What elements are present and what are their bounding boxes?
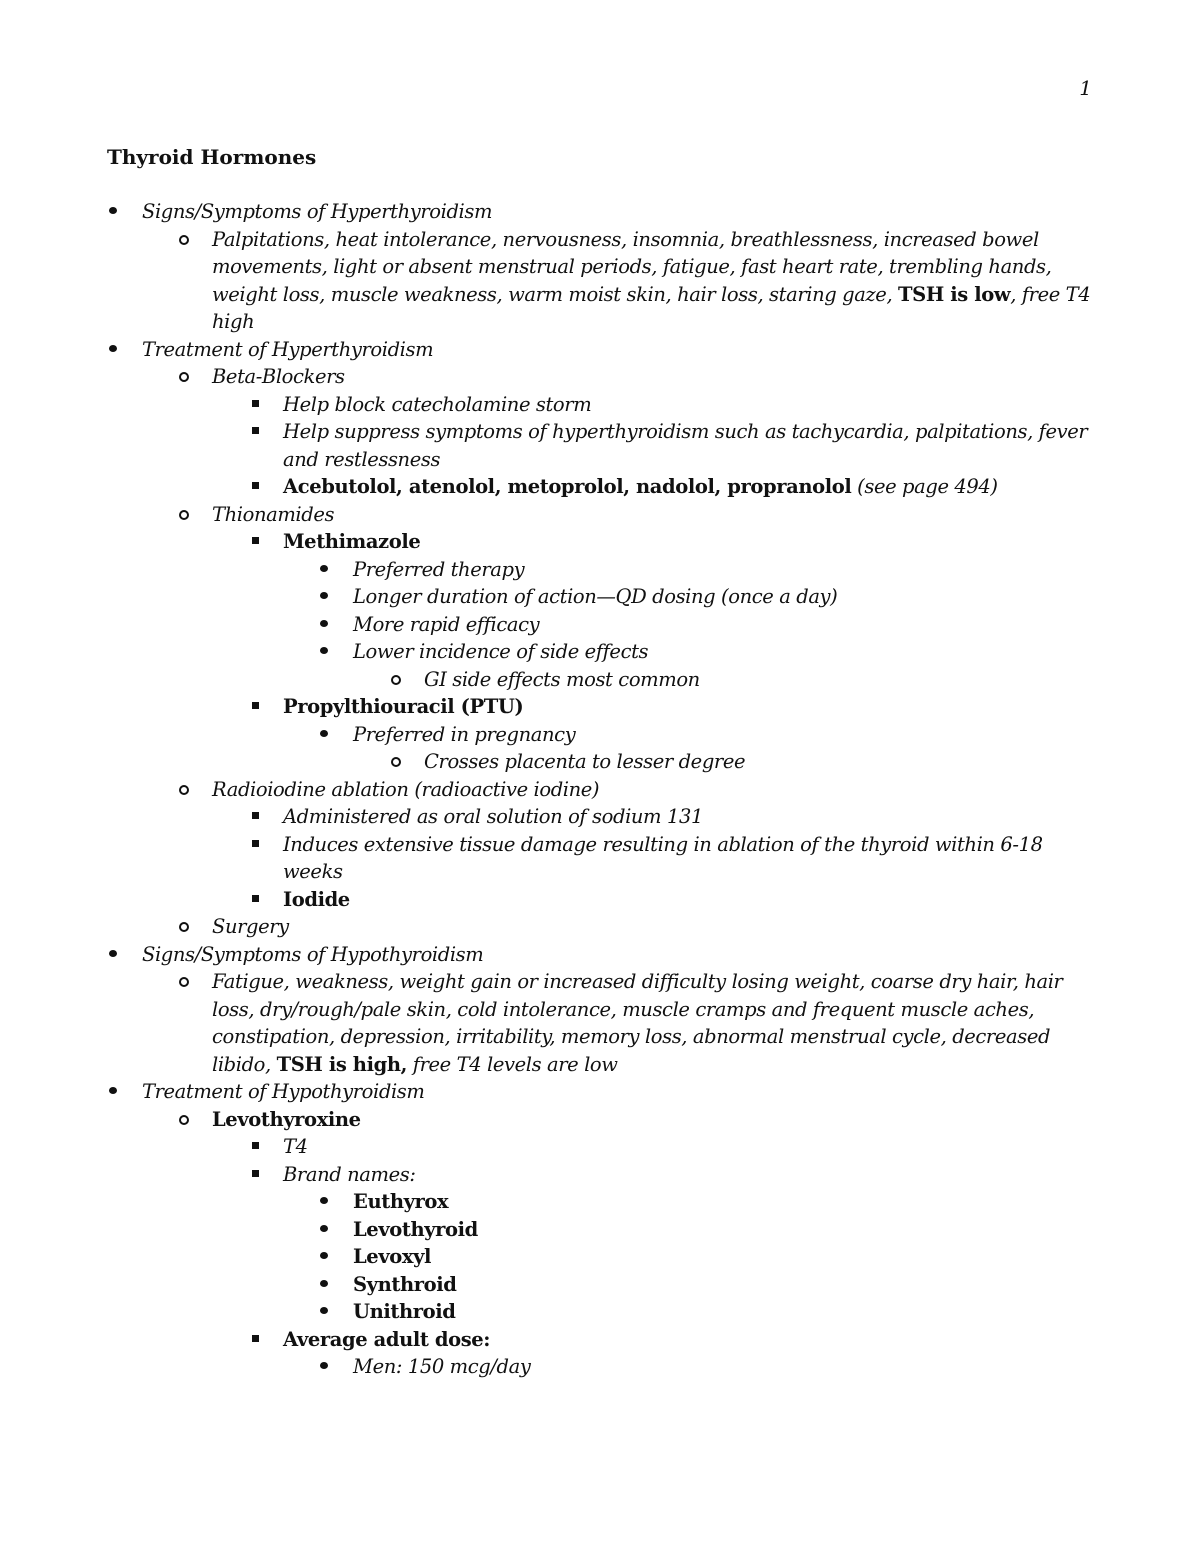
list-item: Longer duration of action—QD dosing (once a day) (0, 583, 1200, 611)
disc-bullet-icon (106, 941, 120, 969)
list-item: Synthroid (0, 1271, 1200, 1299)
list-item: Preferred in pregnancy (0, 721, 1200, 749)
disc-bullet-icon (317, 1188, 331, 1216)
list-item: Men: 150 mcg/day (0, 1353, 1200, 1381)
list-item: Signs/Symptoms of Hyperthyroidism (0, 198, 1200, 226)
list-item: Acebutolol, atenolol, metoprolol, nadolol, propranolol (see page 494) (0, 473, 1200, 501)
list-item: Crosses placenta to lesser degree (0, 748, 1200, 776)
list-item: Average adult dose: (0, 1326, 1200, 1354)
list-item: Treatment of Hyperthyroidism (0, 336, 1200, 364)
circle-bullet-icon (176, 501, 190, 529)
square-bullet-icon (248, 1161, 262, 1189)
square-bullet-icon (248, 473, 262, 501)
square-bullet-icon (248, 1326, 262, 1354)
circle-bullet-icon (176, 776, 190, 804)
disc-bullet-icon (106, 1078, 120, 1106)
circle-bullet-icon (388, 666, 402, 694)
list-item: Treatment of Hypothyroidism (0, 1078, 1200, 1106)
list-item: T4 (0, 1133, 1200, 1161)
list-item: Euthyrox (0, 1188, 1200, 1216)
disc-bullet-icon (317, 1243, 331, 1271)
list-item: More rapid efficacy (0, 611, 1200, 639)
list-item: Fatigue, weakness, weight gain or increased difficulty losing weight, coarse dry hair, hair loss, dry/rough/pale skin, cold intolerance, muscle cramps and frequent muscle aches, constipation, depression, irritability, memory loss, abnormal menstrual cycle, decreased libido, TSH is high, free T4 levels are low (0, 968, 1200, 1078)
list-item: Thionamides (0, 501, 1200, 529)
disc-bullet-icon (106, 336, 120, 364)
disc-bullet-icon (106, 198, 120, 226)
list-item: Propylthiouracil (PTU) (0, 693, 1200, 721)
circle-bullet-icon (176, 1106, 190, 1134)
square-bullet-icon (248, 1133, 262, 1161)
list-item: Unithroid (0, 1298, 1200, 1326)
square-bullet-icon (248, 886, 262, 914)
list-item: Levothyroid (0, 1216, 1200, 1244)
square-bullet-icon (248, 418, 262, 446)
list-item: Surgery (0, 913, 1200, 941)
list-item: Levothyroxine (0, 1106, 1200, 1134)
beta-blocker-drugs: Acebutolol, atenolol, metoprolol, nadolol, propranolol (283, 475, 852, 498)
square-bullet-icon (248, 693, 262, 721)
list-item: Help suppress symptoms of hyperthyroidism such as tachycardia, palpitations, fever and restlessness (0, 418, 1200, 473)
list-item: Palpitations, heat intolerance, nervousness, insomnia, breathlessness, increased bowel movements, light or absent menstrual periods, fatigue, fast heart rate, trembling hands, weight loss, muscle weakness, warm moist skin, hair loss, staring gaze, TSH is low, free T4 high (0, 226, 1200, 336)
circle-bullet-icon (176, 913, 190, 941)
document-title: Thyroid Hormones (107, 145, 317, 169)
disc-bullet-icon (317, 556, 331, 584)
list-item: Radioiodine ablation (radioactive iodine) (0, 776, 1200, 804)
list-item: Iodide (0, 886, 1200, 914)
list-item: Administered as oral solution of sodium 131 (0, 803, 1200, 831)
square-bullet-icon (248, 803, 262, 831)
square-bullet-icon (248, 831, 262, 859)
list-item: GI side effects most common (0, 666, 1200, 694)
list-item: Lower incidence of side effects (0, 638, 1200, 666)
list-item: Methimazole (0, 528, 1200, 556)
list-item: Preferred therapy (0, 556, 1200, 584)
disc-bullet-icon (317, 721, 331, 749)
disc-bullet-icon (317, 583, 331, 611)
circle-bullet-icon (176, 363, 190, 391)
circle-bullet-icon (176, 226, 190, 254)
list-item: Levoxyl (0, 1243, 1200, 1271)
disc-bullet-icon (317, 611, 331, 639)
list-item: Help block catecholamine storm (0, 391, 1200, 419)
emphasis-tsh-high: TSH is high, (276, 1052, 407, 1076)
square-bullet-icon (248, 391, 262, 419)
list-item: Beta-Blockers (0, 363, 1200, 391)
page-number: 1 (1079, 76, 1092, 100)
list-item: Induces extensive tissue damage resulting in ablation of the thyroid within 6-18 weeks (0, 831, 1200, 886)
disc-bullet-icon (317, 638, 331, 666)
disc-bullet-icon (317, 1353, 331, 1381)
list-item: Signs/Symptoms of Hypothyroidism (0, 941, 1200, 969)
circle-bullet-icon (176, 968, 190, 996)
circle-bullet-icon (388, 748, 402, 776)
disc-bullet-icon (317, 1271, 331, 1299)
list-item: Brand names: (0, 1161, 1200, 1189)
emphasis-tsh-low: TSH is low (898, 282, 1011, 306)
disc-bullet-icon (317, 1298, 331, 1326)
disc-bullet-icon (317, 1216, 331, 1244)
square-bullet-icon (248, 528, 262, 556)
outline-list (0, 198, 1200, 1381)
